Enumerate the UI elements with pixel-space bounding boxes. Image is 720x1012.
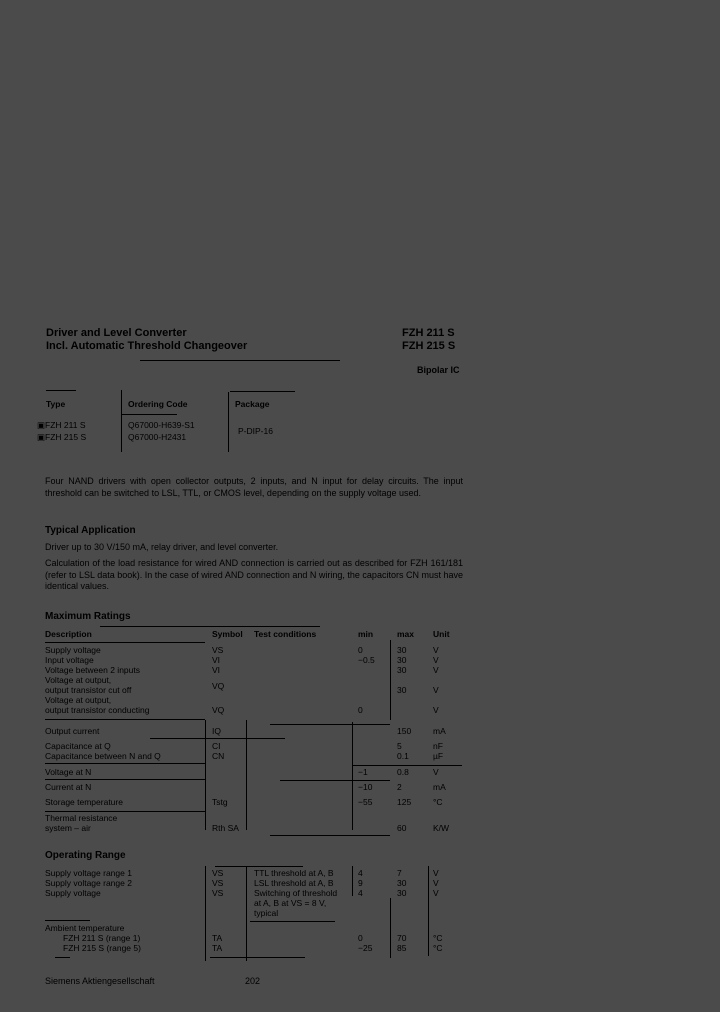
row-sym: VS — [212, 645, 224, 655]
row-description: Thermal resistance — [45, 813, 118, 823]
divider — [250, 921, 335, 922]
row-max: 30 — [397, 655, 407, 665]
row-unit: mA — [433, 782, 446, 792]
divider — [45, 920, 90, 921]
divider — [45, 719, 205, 720]
typical-application-text-1: Driver up to 30 V/150 mA, relay driver, and level converter. — [45, 542, 279, 552]
row-max: 70 — [397, 933, 407, 943]
row-description: Voltage at output, — [45, 675, 112, 685]
row-sym: VQ — [212, 681, 225, 691]
divider — [352, 722, 353, 830]
typical-application-text-2: Calculation of the load resistance for wired AND connection is carried out as described for FZH 161/181 (refer to LSL data book). In the case of wired AND connection and N wiring, the capacitors CN must have identical values. — [45, 558, 463, 591]
column-header-symbol: Symbol — [212, 629, 243, 639]
divider — [46, 390, 76, 391]
row-unit: °C — [433, 797, 443, 807]
row-description: Supply voltage — [45, 645, 101, 655]
row-description-cont: output transistor cut off — [45, 685, 132, 695]
row-unit: V — [433, 655, 439, 665]
row-description-cont: output transistor conducting — [45, 705, 150, 715]
row-description: Capacitance between N and Q — [45, 751, 161, 761]
row-condition-cont: typical — [254, 908, 279, 918]
row-cond: LSL threshold at A, B — [254, 878, 334, 888]
row-unit: V — [433, 888, 439, 898]
divider — [246, 720, 247, 830]
row-max: 150 — [397, 726, 412, 736]
row-sym: CI — [212, 741, 221, 751]
column-header-type: Type — [46, 399, 66, 409]
row-unit: V — [433, 878, 439, 888]
category-label: Bipolar IC — [417, 365, 460, 375]
row-description: Ambient temperature — [45, 923, 125, 933]
divider — [390, 898, 391, 958]
row-sym: TA — [212, 943, 223, 953]
title-line1: Driver and Level Converter — [46, 327, 187, 339]
part-number-2: FZH 215 S — [402, 340, 456, 352]
row-description: Supply voltage range 2 — [45, 878, 132, 888]
row-max: 30 — [397, 878, 407, 888]
row-max: 85 — [397, 943, 407, 953]
divider — [121, 390, 122, 452]
ordering-type-2: ▣FZH 215 S — [37, 432, 87, 442]
row-description: Storage temperature — [45, 797, 123, 807]
row-unit: nF — [433, 741, 443, 751]
divider — [352, 765, 462, 766]
row-min: −55 — [358, 797, 373, 807]
row-min: −10 — [358, 782, 373, 792]
ordering-type-1: ▣FZH 211 S — [37, 420, 86, 430]
divider — [45, 763, 205, 764]
column-header-ordering-code: Ordering Code — [128, 399, 188, 409]
row-max: 0.1 — [397, 751, 409, 761]
row-description: FZH 211 S (range 1) — [63, 933, 141, 943]
row-unit: V — [433, 868, 439, 878]
divider — [122, 414, 177, 415]
row-unit: mA — [433, 726, 446, 736]
divider — [230, 391, 295, 392]
row-max: 0.8 — [397, 767, 409, 777]
divider — [270, 724, 390, 725]
divider — [205, 866, 206, 961]
ordering-code-2: Q67000-H2431 — [128, 432, 187, 442]
row-unit: °C — [433, 933, 443, 943]
row-min: 0 — [358, 645, 363, 655]
row-sym: VI — [212, 665, 221, 675]
column-header-package: Package — [235, 399, 270, 409]
divider — [150, 738, 285, 739]
row-sym: Rth SA — [212, 823, 239, 833]
row-min: −25 — [358, 943, 373, 953]
row-min: −1 — [358, 767, 368, 777]
row-max: 5 — [397, 741, 402, 751]
part-number-1: FZH 211 S — [402, 327, 455, 339]
row-unit: V — [433, 645, 439, 655]
row-sym: VS — [212, 868, 224, 878]
row-description: Current at N — [45, 782, 92, 792]
row-unit: °C — [433, 943, 443, 953]
ordering-code-1: Q67000-H639-S1 — [128, 420, 195, 430]
row-sym: VI — [212, 655, 221, 665]
operating-range-heading: Operating Range — [45, 850, 126, 861]
row-unit: V — [433, 665, 439, 675]
divider — [205, 720, 206, 830]
row-sym: CN — [212, 751, 225, 761]
divider — [246, 866, 247, 961]
column-header-test-conditions: Test conditions — [254, 629, 317, 639]
row-description: Voltage at output, — [45, 695, 112, 705]
divider — [100, 626, 320, 627]
page-number: 202 — [245, 976, 261, 986]
divider — [228, 392, 229, 452]
divider — [140, 360, 340, 361]
row-description: Input voltage — [45, 655, 94, 665]
row-unit: V — [433, 685, 439, 695]
column-header-min: min — [358, 629, 374, 639]
row-condition-cont: at A, B at VS = 8 V, — [254, 898, 327, 908]
divider — [210, 957, 305, 958]
row-min: 0 — [358, 705, 363, 715]
title-line2: Incl. Automatic Threshold Changeover — [46, 340, 248, 352]
row-min: −0.5 — [358, 655, 375, 665]
row-unit: V — [433, 705, 439, 715]
row-description: Voltage at N — [45, 767, 92, 777]
divider — [55, 957, 70, 958]
row-max: 60 — [397, 823, 407, 833]
row-max: 125 — [397, 797, 412, 807]
row-unit: µF — [433, 751, 444, 761]
footer-company: Siemens Aktiengesellschaft — [45, 976, 155, 986]
column-header-max: max — [397, 629, 415, 639]
row-description: Voltage between 2 inputs — [45, 665, 140, 675]
row-cond: TTL threshold at A, B — [254, 868, 334, 878]
divider — [215, 866, 303, 867]
row-sym: TA — [212, 933, 223, 943]
row-description: FZH 215 S (range 5) — [63, 943, 141, 953]
maximum-ratings-heading: Maximum Ratings — [45, 611, 131, 622]
row-description: Supply voltage range 1 — [45, 868, 132, 878]
row-max: 7 — [397, 868, 402, 878]
package-value: P-DIP-16 — [238, 426, 273, 436]
typical-application-heading: Typical Application — [45, 525, 136, 536]
divider — [45, 779, 205, 780]
divider — [352, 866, 353, 896]
row-cond: Switching of threshold — [254, 888, 338, 898]
row-sym: VQ — [212, 705, 225, 715]
divider — [280, 780, 390, 781]
row-sym: VS — [212, 878, 224, 888]
row-description: Output current — [45, 726, 100, 736]
row-max: 2 — [397, 782, 402, 792]
row-max: 30 — [397, 685, 407, 695]
row-description: Supply voltage — [45, 888, 101, 898]
row-unit: K/W — [433, 823, 450, 833]
column-header-unit: Unit — [433, 629, 450, 639]
intro-paragraph: Four NAND drivers with open collector outputs, 2 inputs, and N input for delay circuits. The input threshold can be switched to LSL, TTL, or CMOS level, depending on the supply voltage used. — [45, 476, 463, 498]
row-sym: Tstg — [212, 797, 228, 807]
row-sym: VS — [212, 888, 224, 898]
row-min: 0 — [358, 933, 363, 943]
row-sym: IQ — [212, 726, 221, 736]
row-max: 30 — [397, 645, 407, 655]
divider — [45, 811, 205, 812]
row-min: 9 — [358, 878, 363, 888]
divider — [390, 640, 391, 720]
divider — [45, 642, 205, 643]
row-max: 30 — [397, 665, 407, 675]
row-description: Capacitance at Q — [45, 741, 111, 751]
divider — [428, 866, 429, 956]
column-header-description: Description — [45, 629, 92, 639]
row-description-cont: system – air — [45, 823, 91, 833]
row-min: 4 — [358, 888, 363, 898]
row-unit: V — [433, 767, 439, 777]
row-min: 4 — [358, 868, 363, 878]
divider — [270, 835, 390, 836]
row-max: 30 — [397, 888, 407, 898]
